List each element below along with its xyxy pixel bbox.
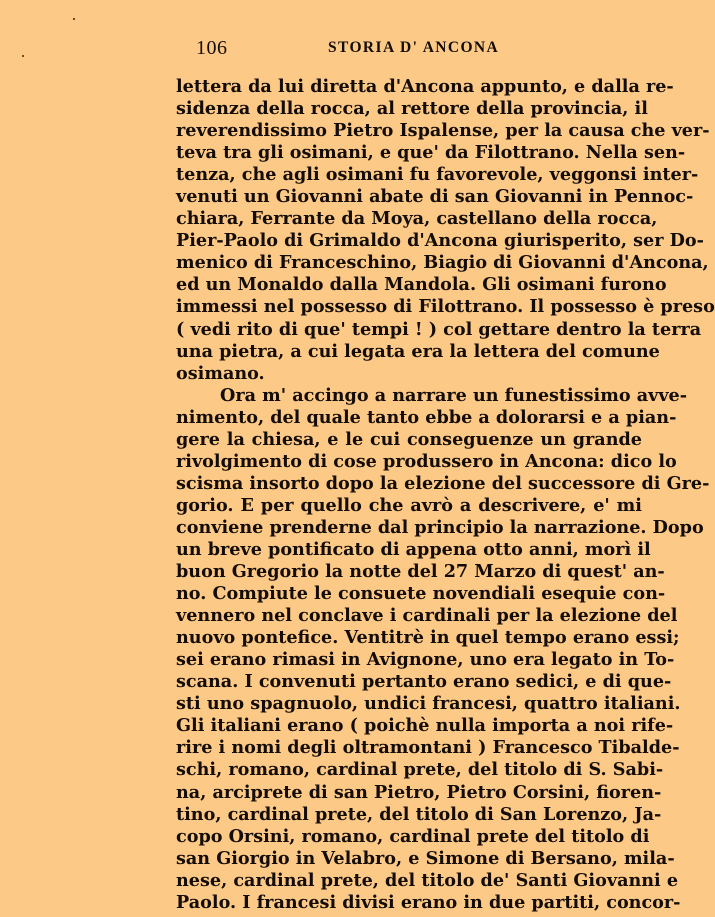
text-line: sei erano rimasi in Avignone, uno era legato in To- bbox=[176, 649, 675, 671]
paper-speck bbox=[22, 55, 24, 57]
text-line: venuti un Giovanni abate di san Giovanni in Pennoc- bbox=[176, 186, 694, 208]
text-line: copo Orsini, romano, cardinal prete del titolo di bbox=[176, 825, 650, 847]
text-line: lettera da lui diretta d'Ancona appunto, e dalla re- bbox=[176, 76, 674, 97]
page-number: 106 bbox=[196, 37, 228, 59]
text-line: Paolo. I francesi divisi erano in due partiti, concor- bbox=[176, 891, 681, 913]
text-line: nimento, del quale tanto ebbe a dolorarsi e a pian- bbox=[176, 406, 677, 428]
text-line: chiara, Ferrante da Moya, castellano della rocca, bbox=[176, 208, 658, 230]
text-line: nuovo pontefice. Ventitrè in quel tempo erano essi; bbox=[176, 627, 680, 649]
text-line: Gli italiani erano ( poichè nulla importa a noi rife- bbox=[176, 715, 674, 737]
text-line: reverendissimo Pietro Ispalense, per la causa che ver- bbox=[176, 120, 710, 142]
body-text bbox=[176, 76, 715, 914]
text-line: sidenza della rocca, al rettore della provincia, il bbox=[176, 98, 648, 120]
text-line: conviene prenderne dal principio la narrazione. Dopo bbox=[176, 516, 704, 538]
text-line: nese, cardinal prete, del titolo de' Santi Giovanni e bbox=[176, 869, 679, 891]
text-line: vennero nel conclave i cardinali per la elezione del bbox=[176, 605, 678, 627]
text-line: na, arciprete di san Pietro, Pietro Corsini, fioren- bbox=[176, 781, 662, 803]
text-line: ( vedi rito di que' tempi ! ) col gettare dentro la terra bbox=[176, 318, 702, 340]
book-page bbox=[176, 0, 715, 917]
text-line: san Giorgio in Velabro, e Simone di Bersano, mila- bbox=[176, 847, 675, 869]
text-line: una pietra, a cui legata era la lettera del comune bbox=[176, 340, 660, 362]
text-line: un breve pontificato di appena otto anni, morì il bbox=[176, 538, 651, 560]
paragraph-end-line: osimano. bbox=[176, 362, 265, 384]
text-line: gorio. E per quello che avrò a descrivere, e' mi bbox=[176, 494, 642, 516]
text-line: sti uno spagnuolo, undici francesi, quattro italiani. bbox=[176, 693, 681, 715]
text-line: gere la chiesa, e le cui conseguenze un grande bbox=[176, 428, 642, 450]
text-line: buon Gregorio la notte del 27 Marzo di quest' an- bbox=[176, 561, 665, 583]
paper-speck bbox=[73, 18, 75, 20]
text-line: teva tra gli osimani, e que' da Filottrano. Nella sen- bbox=[176, 142, 686, 164]
text-line: tino, cardinal prete, del titolo di San Lorenzo, Ja- bbox=[176, 803, 662, 825]
text-line: scana. I convenuti pertanto erano sedici, e di que- bbox=[176, 671, 672, 693]
running-head bbox=[176, 37, 642, 63]
text-line: rivolgimento di cose produssero in Ancona: dico lo bbox=[176, 450, 677, 472]
running-title: STORIA D' ANCONA bbox=[328, 39, 500, 56]
text-line: schi, romano, cardinal prete, del titolo di S. Sabi- bbox=[176, 759, 664, 781]
text-line: scisma insorto dopo la elezione del successore di Gre- bbox=[176, 472, 710, 494]
text-line: immessi nel possesso di Filottrano. Il possesso è preso bbox=[176, 296, 715, 318]
text-line: no. Compiute le consuete novendiali esequie con- bbox=[176, 583, 666, 605]
text-line: ed un Monaldo dalla Mandola. Gli osimani furono bbox=[176, 274, 667, 296]
paragraph-first-line: Ora m' accingo a narrare un funestissimo avve- bbox=[220, 384, 688, 406]
text-line: rire i nomi degli oltramontani ) Francesco Tibalde- bbox=[176, 737, 680, 759]
text-line: Pier-Paolo di Grimaldo d'Ancona giurisperito, ser Do- bbox=[176, 230, 704, 252]
text-line: menico di Franceschino, Biagio di Giovanni d'Ancona, bbox=[176, 252, 709, 274]
text-line: tenza, che agli osimani fu favorevole, veggonsi inter- bbox=[176, 164, 699, 186]
